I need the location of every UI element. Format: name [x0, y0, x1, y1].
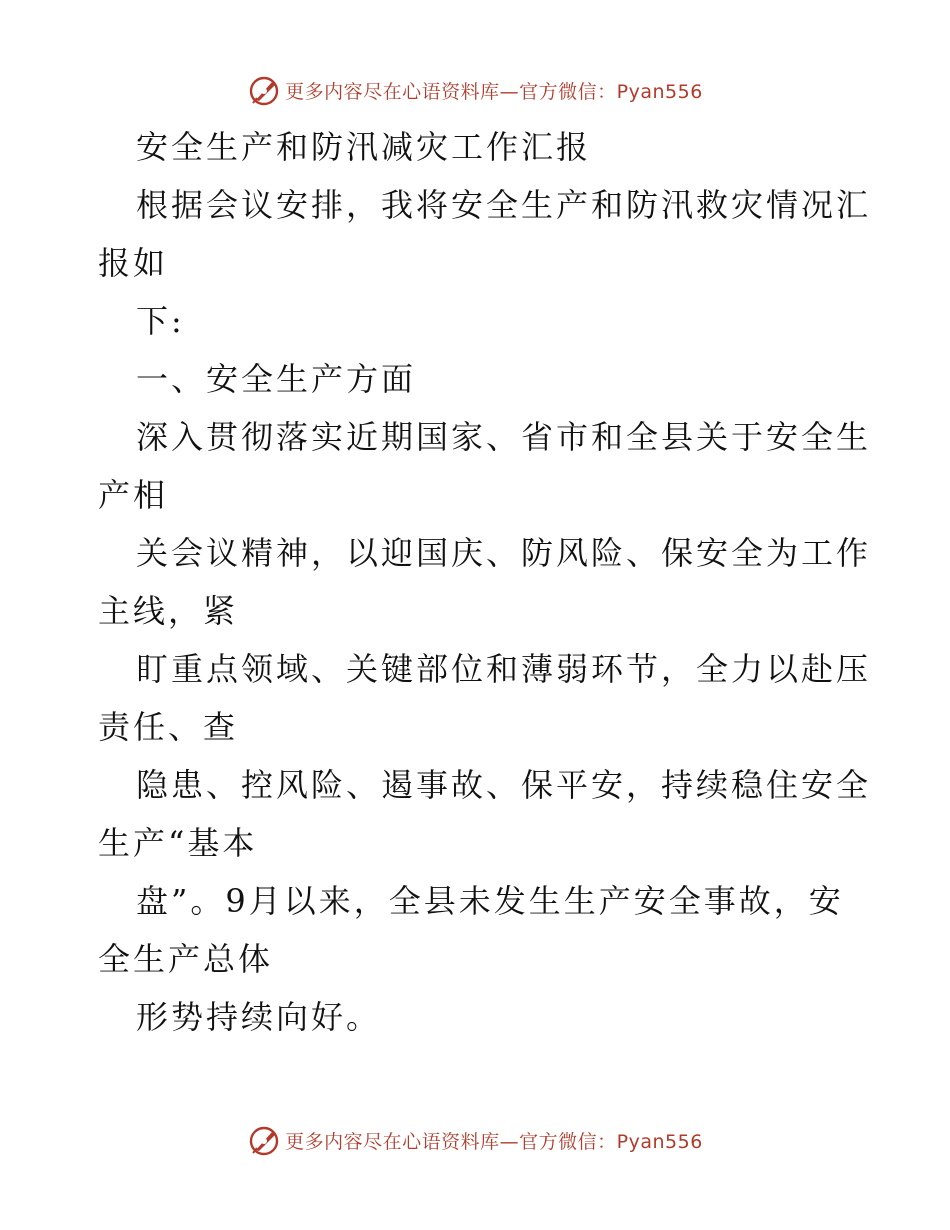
paragraph-line: 关会议精神，以迎国庆、防风险、保安全为工作	[136, 534, 872, 572]
paragraph-line: 生产“基本	[98, 824, 258, 862]
paragraph-line: 深入贯彻落实近期国家、省市和全县关于安全生	[136, 418, 872, 456]
paragraph-line: 责任、查	[98, 708, 239, 746]
section-heading: 一、安全生产方面	[136, 360, 417, 398]
paragraph-line: 隐患、控风险、遏事故、保平安，持续稳住安全	[136, 766, 872, 804]
document-title: 安全生产和防汛减灾工作汇报	[136, 128, 592, 166]
paragraph-line: 根据会议安排，我将安全生产和防汛救灾情况汇	[136, 186, 872, 224]
paragraph-line: 下:	[136, 302, 185, 340]
watermark-text: 更多内容尽在心语资料库—官方微信：Pyan556	[285, 80, 703, 103]
paragraph-line: 全生产总体	[98, 940, 274, 978]
top-watermark-banner	[0, 70, 950, 110]
paragraph-line: 盘”。9月以来，全县未发生生产安全事故，安	[136, 882, 844, 920]
paragraph-line: 形势持续向好。	[136, 998, 382, 1036]
bottom-watermark-banner	[0, 1120, 950, 1160]
quill-pen-logo-icon	[247, 1123, 281, 1157]
paragraph-line: 盯重点领域、关键部位和薄弱环节，全力以赴压	[136, 650, 872, 688]
paragraph-line: 产相	[98, 476, 169, 514]
paragraph-line: 主线，紧	[98, 592, 239, 630]
quill-pen-logo-icon	[247, 73, 281, 107]
paragraph-line: 报如	[98, 244, 169, 282]
document-body	[98, 118, 872, 1046]
watermark-text: 更多内容尽在心语资料库—官方微信：Pyan556	[285, 1130, 703, 1153]
